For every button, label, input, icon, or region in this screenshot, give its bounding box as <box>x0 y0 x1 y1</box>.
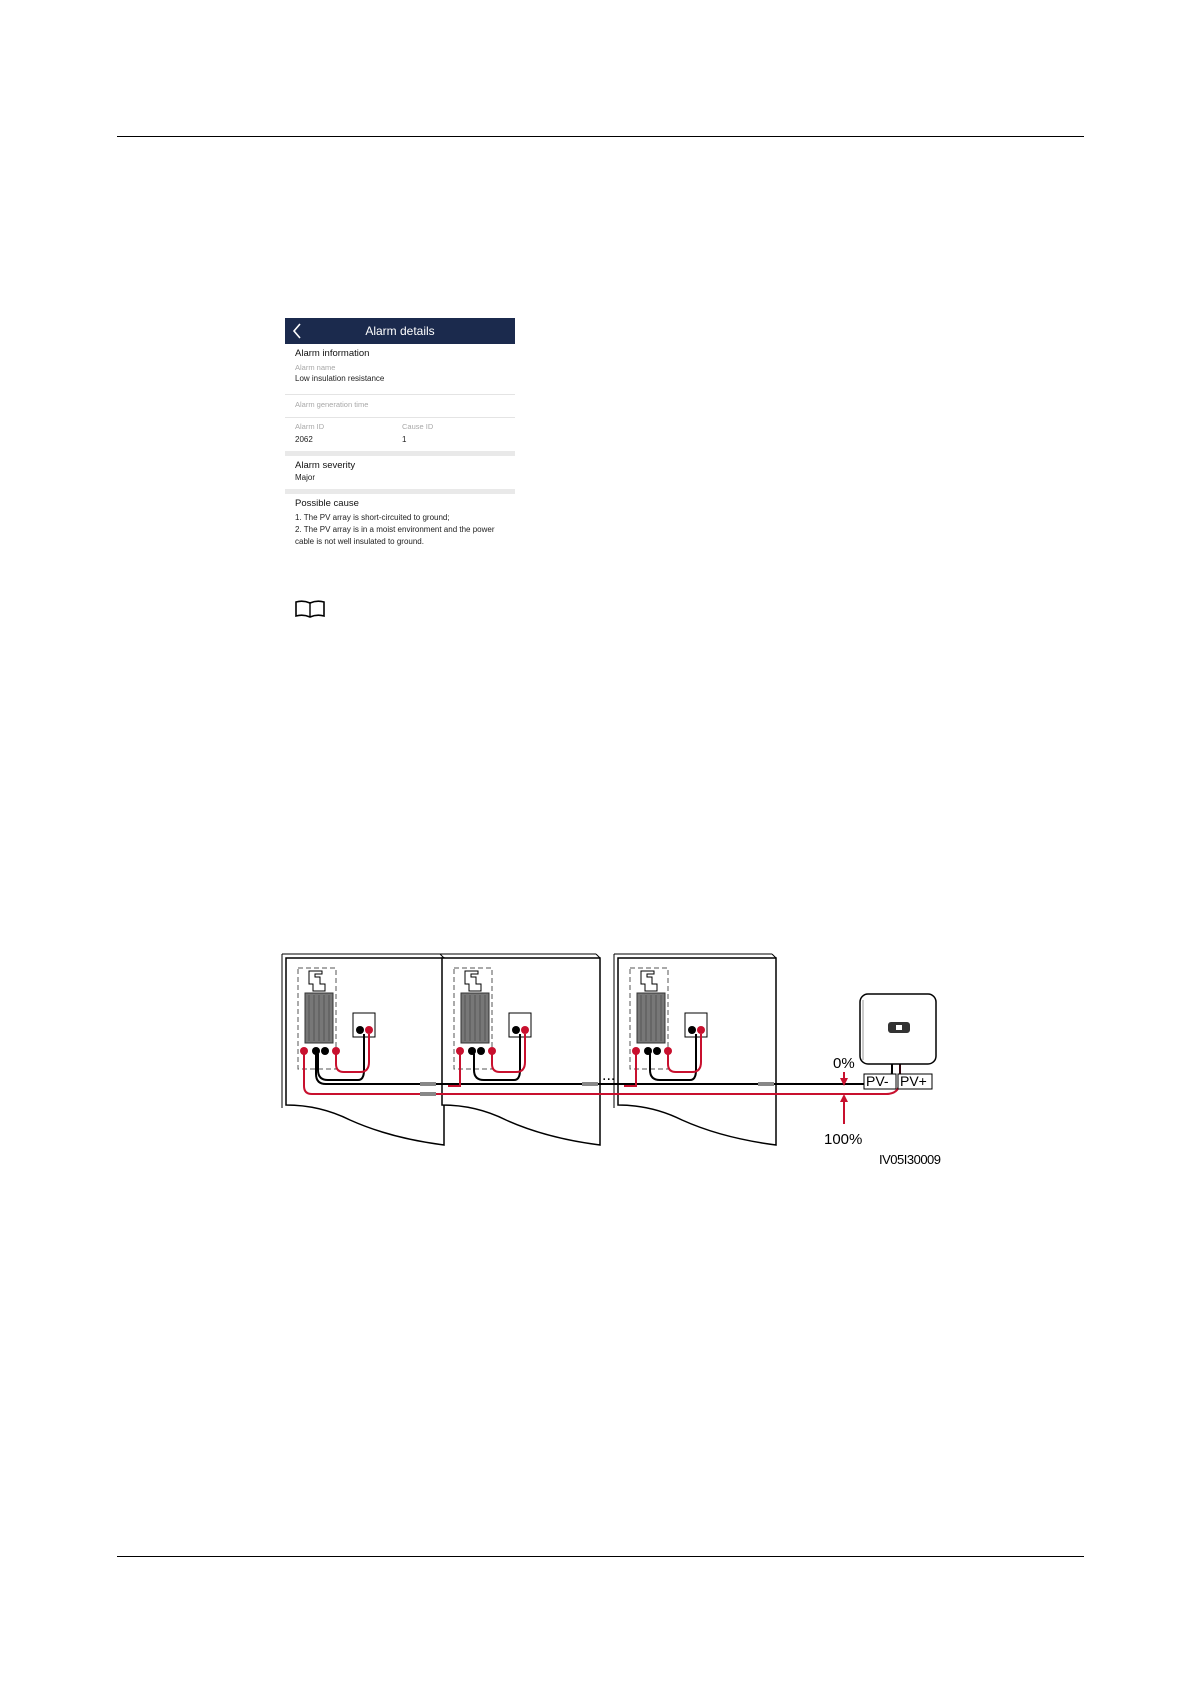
alarm-name-label: Alarm name <box>295 363 336 372</box>
alarm-details-screenshot <box>285 318 515 553</box>
alarm-severity-heading: Alarm severity <box>295 460 356 471</box>
ellipsis-label: ... <box>602 1067 616 1084</box>
inverter <box>860 994 936 1089</box>
cause-id-value: 1 <box>402 435 407 444</box>
pv-plus-label: PV+ <box>900 1073 927 1089</box>
alarm-details-title: Alarm details <box>365 324 435 338</box>
section-separator <box>285 489 515 494</box>
header-rule <box>117 136 1084 137</box>
divider <box>285 394 515 395</box>
possible-cause-line: 1. The PV array is short-circuited to ground; <box>295 513 450 522</box>
footer-rule <box>117 1556 1084 1557</box>
alarm-details-header <box>285 318 515 344</box>
alarm-severity-value: Major <box>295 473 316 482</box>
pv-module-3 <box>614 954 776 1145</box>
possible-cause-line: cable is not well insulated to ground. <box>295 537 424 546</box>
divider <box>285 417 515 418</box>
alarm-generation-time-label: Alarm generation time <box>295 400 369 409</box>
figure-code: IV05I30009 <box>879 1152 941 1167</box>
zero-percent-label: 0% <box>833 1055 855 1072</box>
hundred-percent-label: 100% <box>824 1131 863 1148</box>
pv-minus-label: PV- <box>866 1073 889 1089</box>
pv-module-1 <box>282 954 444 1145</box>
possible-cause-heading: Possible cause <box>295 498 359 509</box>
pv-module-2 <box>438 954 600 1145</box>
section-separator <box>285 451 515 456</box>
book-icon <box>294 599 326 619</box>
alarm-id-value: 2062 <box>295 435 313 444</box>
possible-cause-line: 2. The PV array is in a moist environment and the power <box>295 525 495 534</box>
alarm-id-label: Alarm ID <box>295 422 325 431</box>
alarm-information-heading: Alarm information <box>295 348 370 359</box>
pv-string-diagram <box>280 950 950 1175</box>
cause-id-label: Cause ID <box>402 422 434 431</box>
alarm-name-value: Low insulation resistance <box>295 374 385 383</box>
